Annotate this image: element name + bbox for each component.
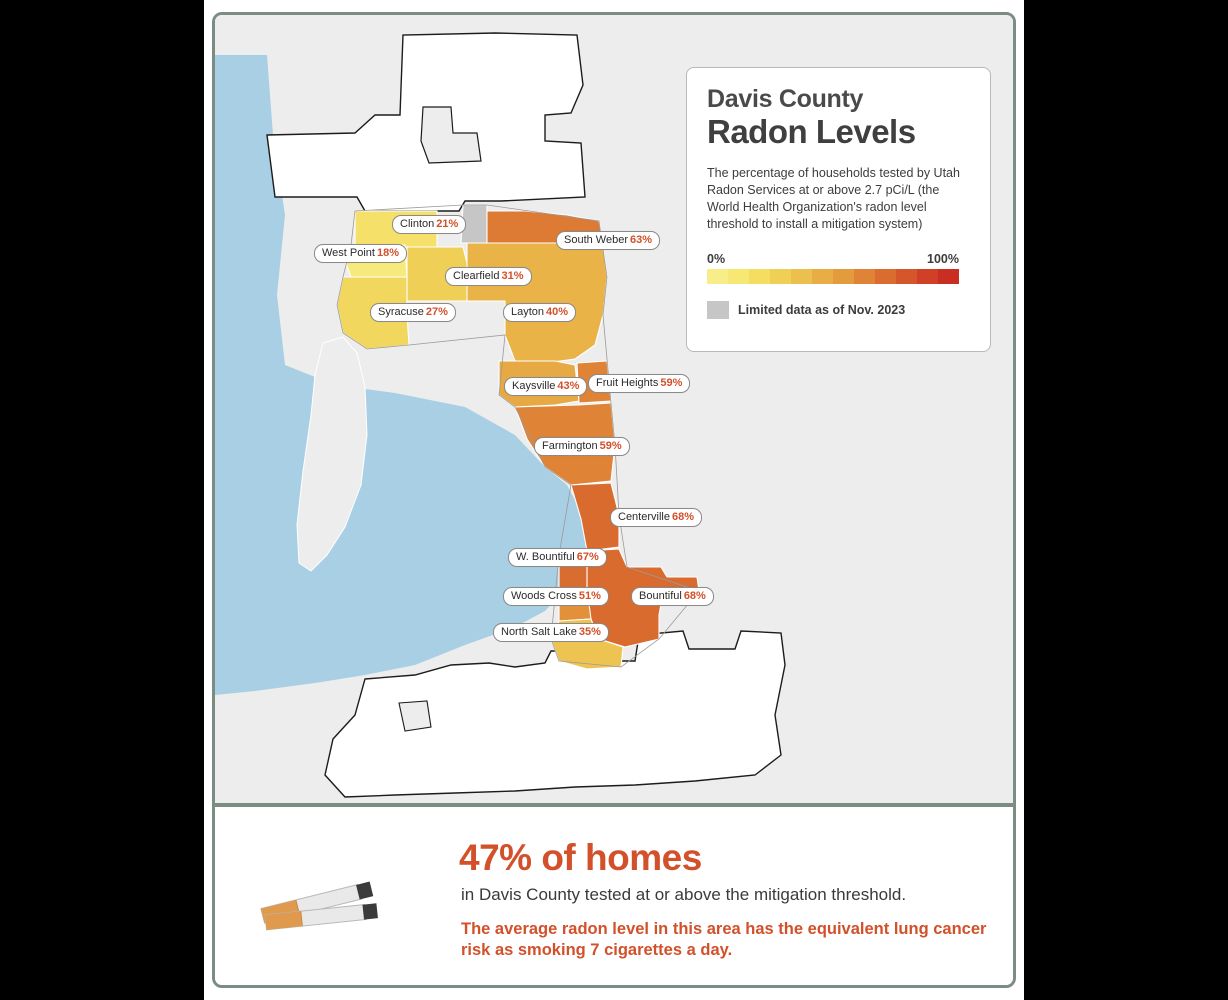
infographic-card xyxy=(212,12,1016,988)
city-label-west-bountiful[interactable]: W. Bountiful 67% xyxy=(508,548,607,567)
scale-swatch-9 xyxy=(875,269,896,284)
footer-stat: 47% of homes xyxy=(459,837,702,878)
footer-panel xyxy=(215,807,1013,985)
city-label-fruit-heights[interactable]: Fruit Heights 59% xyxy=(588,374,690,393)
scale-swatch-6 xyxy=(812,269,833,284)
city-label-syracuse[interactable]: Syracuse 27% xyxy=(370,303,456,322)
legend-scale-labels xyxy=(707,252,959,268)
footer-warning: The average radon level in this area has the equivalent lung cancer risk as smoking 7 cigarettes a day. xyxy=(461,920,987,960)
city-label-woods-cross[interactable]: Woods Cross 51% xyxy=(503,587,609,606)
scale-swatch-10 xyxy=(896,269,917,284)
city-label-kaysville[interactable]: Kaysville 43% xyxy=(504,377,587,396)
legend-scale-high: 100% xyxy=(927,251,959,266)
city-label-clinton[interactable]: Clinton 21% xyxy=(392,215,466,234)
scale-swatch-1 xyxy=(707,269,728,284)
city-label-layton[interactable]: Layton 40% xyxy=(503,303,576,322)
scale-swatch-12 xyxy=(938,269,959,284)
cigarettes-illustration xyxy=(251,859,431,939)
city-label-west-point[interactable]: West Point 18% xyxy=(314,244,407,263)
legend-color-scale xyxy=(707,269,959,284)
map-legend xyxy=(686,67,991,352)
city-label-south-weber[interactable]: South Weber 63% xyxy=(556,231,660,250)
legend-title-county: Davis County xyxy=(707,85,864,113)
infographic-page xyxy=(204,0,1024,1000)
scale-swatch-5 xyxy=(791,269,812,284)
scale-swatch-7 xyxy=(833,269,854,284)
city-label-north-salt-lake[interactable]: North Salt Lake 35% xyxy=(493,623,609,642)
legend-limited-data-row xyxy=(707,301,970,319)
scale-swatch-4 xyxy=(770,269,791,284)
map-area[interactable] xyxy=(215,15,1013,803)
scale-swatch-3 xyxy=(749,269,770,284)
scale-swatch-8 xyxy=(854,269,875,284)
legend-title-main: Radon Levels xyxy=(707,113,916,151)
city-label-clearfield[interactable]: Clearfield 31% xyxy=(445,267,532,286)
scale-swatch-2 xyxy=(728,269,749,284)
salt-lake-inner-detail xyxy=(399,701,431,731)
city-label-bountiful[interactable]: Bountiful 68% xyxy=(631,587,714,606)
legend-scale-low: 0% xyxy=(707,251,726,266)
legend-description: The percentage of households tested by Utah Radon Services at or above 2.7 pCi/L (the World Health Organization's radon level threshold to install a mitigation system) xyxy=(707,165,960,232)
footer-subtext: in Davis County tested at or above the mitigation threshold. xyxy=(461,885,907,904)
legend-limited-data-label: Limited data as of Nov. 2023 xyxy=(738,302,906,317)
city-label-centerville[interactable]: Centerville 68% xyxy=(610,508,702,527)
scale-swatch-11 xyxy=(917,269,938,284)
legend-limited-data-swatch xyxy=(707,301,729,319)
city-label-farmington[interactable]: Farmington 59% xyxy=(534,437,630,456)
